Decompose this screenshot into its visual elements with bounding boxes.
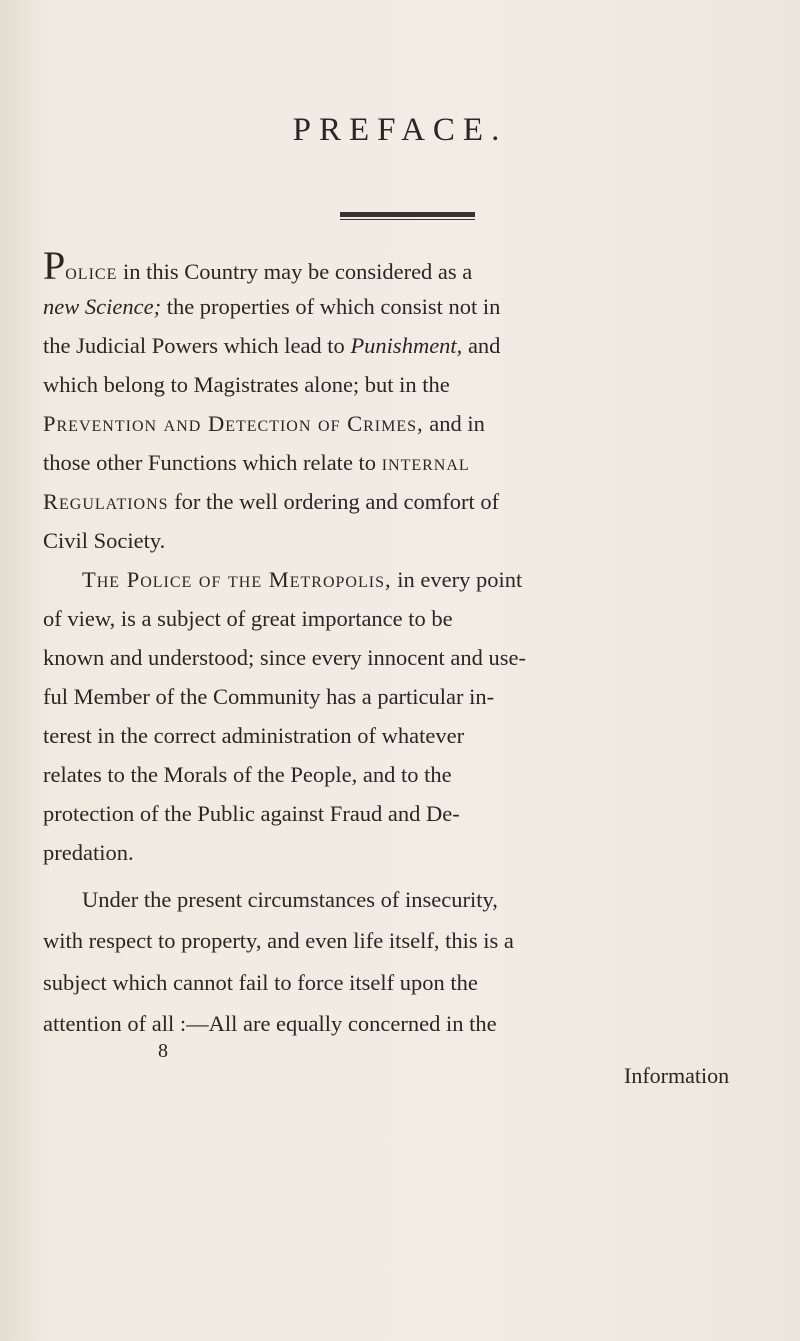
p1-line-5: Prevention and Detection of Crimes, and in bbox=[43, 411, 485, 436]
p2-line-7: protection of the Public against Fraud and De- bbox=[43, 801, 460, 826]
p1-line-1: Police in this Country may be considered as a bbox=[43, 243, 473, 288]
p2-line-3: known and understood; since every innocent and use- bbox=[43, 645, 526, 670]
p1-line-6: those other Functions which relate to internal bbox=[43, 450, 470, 475]
ornamental-rule bbox=[340, 212, 475, 217]
p1-line-2: new Science; the properties of which consist not in bbox=[43, 294, 501, 319]
catchword: Information bbox=[624, 1063, 730, 1088]
p2-line-8: predation. bbox=[43, 840, 134, 865]
p3-line-4: attention of all :—All are equally concerned in the bbox=[43, 1011, 497, 1036]
p1-line-3: the Judicial Powers which lead to Punishment, and bbox=[43, 333, 501, 358]
page-heading: PREFACE. bbox=[292, 112, 508, 148]
p1-line-8: Civil Society. bbox=[43, 528, 166, 553]
p3-line-1: Under the present circumstances of insecurity, bbox=[82, 887, 498, 912]
signature-mark: 8 bbox=[158, 1040, 168, 1062]
p1-line-4: which belong to Magistrates alone; but in the bbox=[43, 372, 450, 397]
ornamental-rule-thin bbox=[340, 219, 475, 220]
p2-line-5: terest in the correct administration of whatever bbox=[43, 723, 465, 748]
p3-line-2: with respect to property, and even life itself, this is a bbox=[43, 928, 514, 953]
p2-line-2: of view, is a subject of great importance to be bbox=[43, 606, 453, 631]
p2-line-1: The Police of the Metropolis, in every point bbox=[82, 567, 523, 592]
p3-line-3: subject which cannot fail to force itself upon the bbox=[43, 970, 478, 995]
p2-line-6: relates to the Morals of the People, and to the bbox=[43, 762, 452, 787]
drop-cap: P bbox=[43, 243, 66, 288]
p1-line-7: Regulations for the well ordering and comfort of bbox=[43, 489, 500, 514]
p2-line-4: ful Member of the Community has a particular in- bbox=[43, 684, 495, 709]
